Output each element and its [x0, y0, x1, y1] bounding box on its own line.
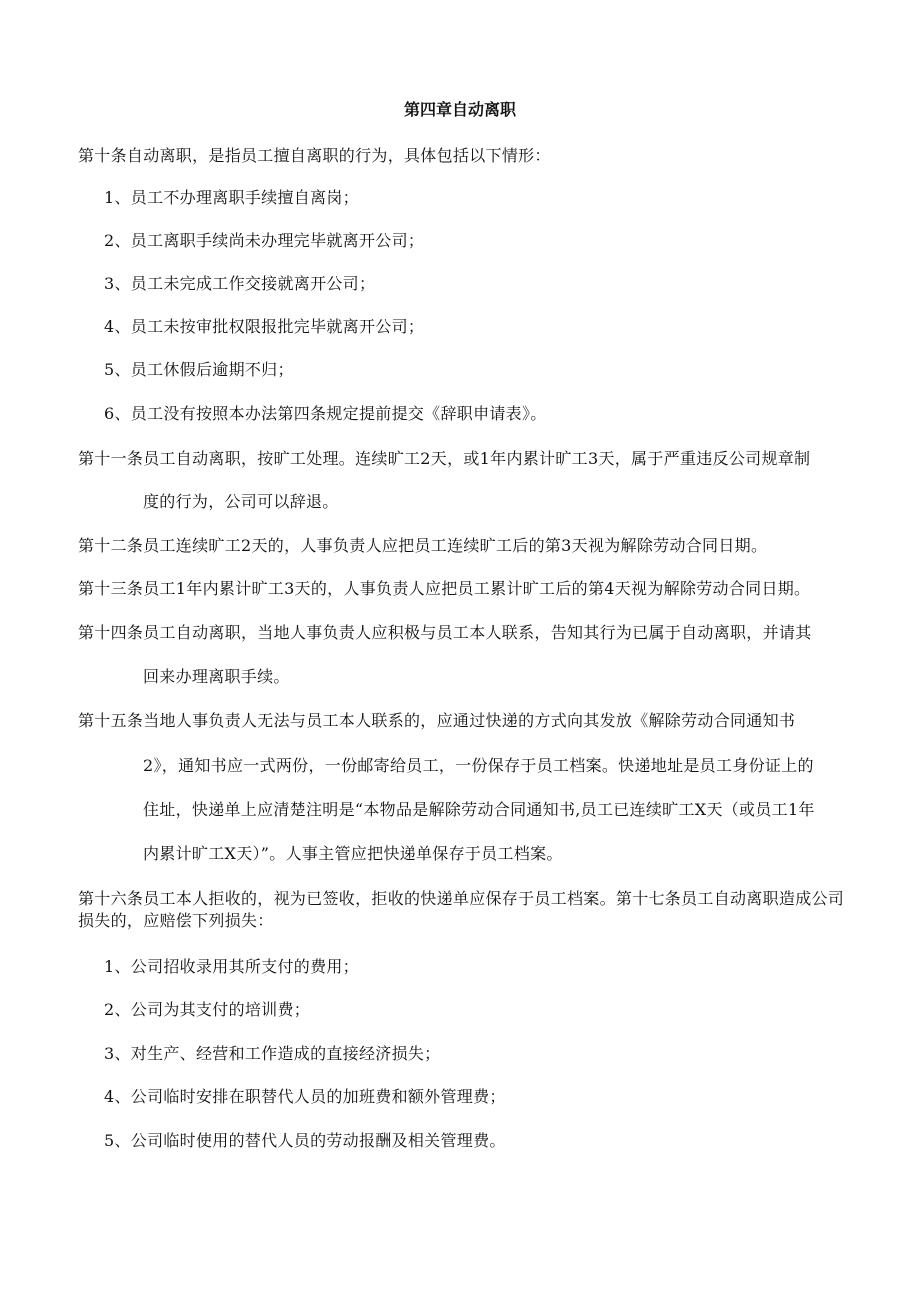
article-15-line2: 2》，通知书应一式两份，一份邮寄给员工，一份保存于员工档案。快递地址是员工身份证上的	[143, 756, 814, 775]
list-item: 3、员工未完成工作交接就离开公司；	[104, 274, 376, 293]
list-item: 1、员工不办理离职手续擅自离岗；	[104, 188, 359, 207]
list-item: 2、员工离职手续尚未办理完毕就离开公司；	[104, 231, 425, 250]
chapter-title: 第四章自动离职	[403, 100, 516, 119]
list-item: 6、员工没有按照本办法第四条规定提前提交《辞职申请表》。	[104, 404, 547, 423]
list-item: 5、员工休假后逾期不归；	[104, 360, 294, 379]
article-14-line2: 回来办理离职手续。	[143, 667, 290, 686]
article-15-line1: 第十五条当地人事负责人无法与员工本人联系的，应通过快递的方式向其发放《解除劳动合同通知书	[78, 711, 796, 730]
article-10-intro: 第十条自动离职，是指员工擅自离职的行为，具体包括以下情形：	[78, 146, 551, 165]
article-15-line3: 住址，快递单上应清楚注明是“本物品是解除劳动合同通知书,员工已连续旷工X天（或员工1年	[143, 800, 815, 819]
list-item: 4、员工未按审批权限报批完毕就离开公司；	[104, 317, 425, 336]
article-14-line1: 第十四条员工自动离职，当地人事负责人应积极与员工本人联系，告知其行为已属于自动离职，并请其	[78, 623, 812, 642]
article-16-17: 第十六条员工本人拒收的，视为已签收，拒收的快递单应保存于员工档案。第十七条员工自动离职造成公司损失的，应赔偿下列损失：	[78, 889, 845, 930]
article-11-line2: 度的行为，公司可以辞退。	[143, 492, 339, 511]
list-item: 4、公司临时安排在职替代人员的加班费和额外管理费；	[104, 1087, 506, 1106]
article-15-line4: 内累计旷工X天）”。人事主管应把快递单保存于员工档案。	[143, 844, 563, 863]
article-12: 第十二条员工连续旷工2天的，人事负责人应把员工连续旷工后的第3天视为解除劳动合同日期。	[78, 536, 768, 555]
list-item: 5、公司临时使用的替代人员的劳动报酬及相关管理费。	[104, 1131, 506, 1150]
article-11-line1: 第十一条员工自动离职，按旷工处理。连续旷工2天，或1年内累计旷工3天，属于严重违反公司规章制	[78, 449, 811, 468]
list-item: 3、对生产、经营和工作造成的直接经济损失；	[104, 1044, 441, 1063]
list-item: 1、公司招收录用其所支付的费用；	[104, 957, 359, 976]
article-13: 第十三条员工1年内累计旷工3天的，人事负责人应把员工累计旷工后的第4天视为解除劳动合同日期。	[78, 579, 811, 598]
list-item: 2、公司为其支付的培训费；	[104, 1000, 311, 1019]
